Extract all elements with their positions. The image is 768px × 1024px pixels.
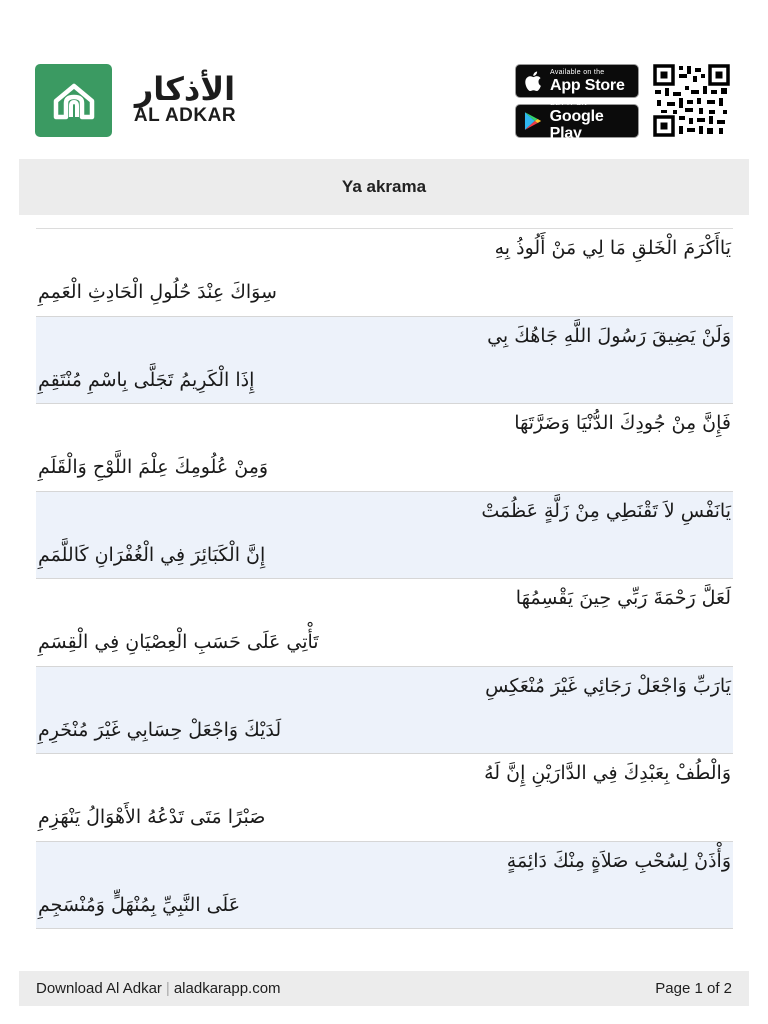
verse-first-hemistich: وَالْطُفْ بِعَبْدِكَ فِي الدَّارَيْنِ إِنَّ لَهُ: [484, 762, 731, 784]
verse-second-hemistich: إِنَّ الْكَبَائِرَ فِي الْغُفْرَانِ كَاللَّمَمِ: [38, 543, 266, 566]
qr-code-icon[interactable]: [653, 64, 730, 137]
verse-second-hemistich: إِذَا الْكَرِيمُ تَجَلَّى بِاسْمِ مُنْتَقِمِ: [38, 368, 255, 391]
verse-first-hemistich: وَأْذَنْ لِسُحْبِ صَلاَةٍ مِنْكَ دَائِمَةٍ: [506, 849, 731, 872]
google-play-caption: GET IT ON: [549, 100, 588, 107]
verse-first-hemistich: لَعَلَّ رَحْمَةَ رَبِّي حِينَ يَقْسِمُهَا: [515, 587, 731, 609]
page-header: [35, 64, 735, 142]
google-play-label: Google Play: [549, 108, 604, 142]
footer-left: [36, 980, 281, 997]
verse-first-hemistich: وَلَنْ يَضِيقَ رَسُولَ اللَّهِ جَاهُكَ بِي: [487, 324, 731, 347]
google-play-icon: [524, 111, 542, 131]
stanza: [36, 317, 733, 405]
app-logo: [35, 64, 112, 137]
stanza: [36, 842, 733, 930]
stanza: [36, 579, 733, 667]
verse-list: [36, 228, 733, 929]
download-link[interactable]: Download Al Adkar: [36, 980, 162, 997]
verse-second-hemistich: صَبْرًا مَتَى تَدْعُهُ الأَهْوَالُ يَنْهَزِمِ: [38, 806, 266, 828]
footer-separator: |: [165, 980, 170, 997]
verse-second-hemistich: سِوَاكَ عِنْدَ حُلُولِ الْحَادِثِ الْعَمِمِ: [38, 281, 277, 303]
stanza: [36, 754, 733, 842]
home-logo-icon: [52, 79, 96, 123]
verse-second-hemistich: عَلَى النَّبِيِّ بِمُنْهَلٍّ وَمُنْسَجِمِ: [38, 893, 241, 916]
app-store-badge[interactable]: [515, 64, 639, 98]
verse-first-hemistich: يَاأَكْرَمَ الْخَلقِ مَا لِي مَنْ أَلُوذُ بِهِ: [494, 237, 731, 259]
brand-name-arabic: الأذكار: [134, 70, 236, 108]
stanza: [36, 667, 733, 755]
brand-name-english: AL ADKAR: [133, 105, 237, 126]
stanza: [36, 229, 733, 317]
stanza: [36, 492, 733, 580]
page-footer: [19, 971, 749, 1006]
page-number: Page 1 of 2: [655, 980, 732, 997]
verse-second-hemistich: وَمِنْ عُلُومِكَ عِلْمَ اللَّوْحِ وَالْقَلَمِ: [38, 456, 269, 478]
verse-first-hemistich: يَارَبِّ وَاجْعَلْ رَجَائِي غَيْرَ مُنْعَكِسِ: [485, 674, 731, 697]
website-link[interactable]: aladkarapp.com: [173, 980, 281, 997]
verse-second-hemistich: لَدَيْكَ وَاجْعَلْ حِسَابِي غَيْرَ مُنْخَرِمِ: [38, 718, 282, 741]
brand-wordmark: [125, 72, 245, 126]
page-title: Ya akrama: [341, 177, 427, 196]
verse-first-hemistich: يَانَفْسِ لاَ تَقْنَطِي مِنْ زَلَّةٍ عَظُمَتْ: [481, 499, 731, 522]
google-play-badge[interactable]: [515, 100, 639, 142]
stanza: [36, 404, 733, 492]
app-store-caption: Available on the: [550, 68, 605, 76]
app-store-label: App Store: [550, 76, 625, 94]
verse-second-hemistich: تَأْتِي عَلَى حَسَبِ الْعِصْيَانِ فِي الْقِسَمِ: [38, 631, 319, 653]
title-bar: [19, 159, 749, 215]
apple-icon: [524, 70, 542, 92]
verse-first-hemistich: فَإِنَّ مِنْ جُودِكَ الدُّنْيَا وَضَرَّتَهَا: [514, 412, 731, 434]
